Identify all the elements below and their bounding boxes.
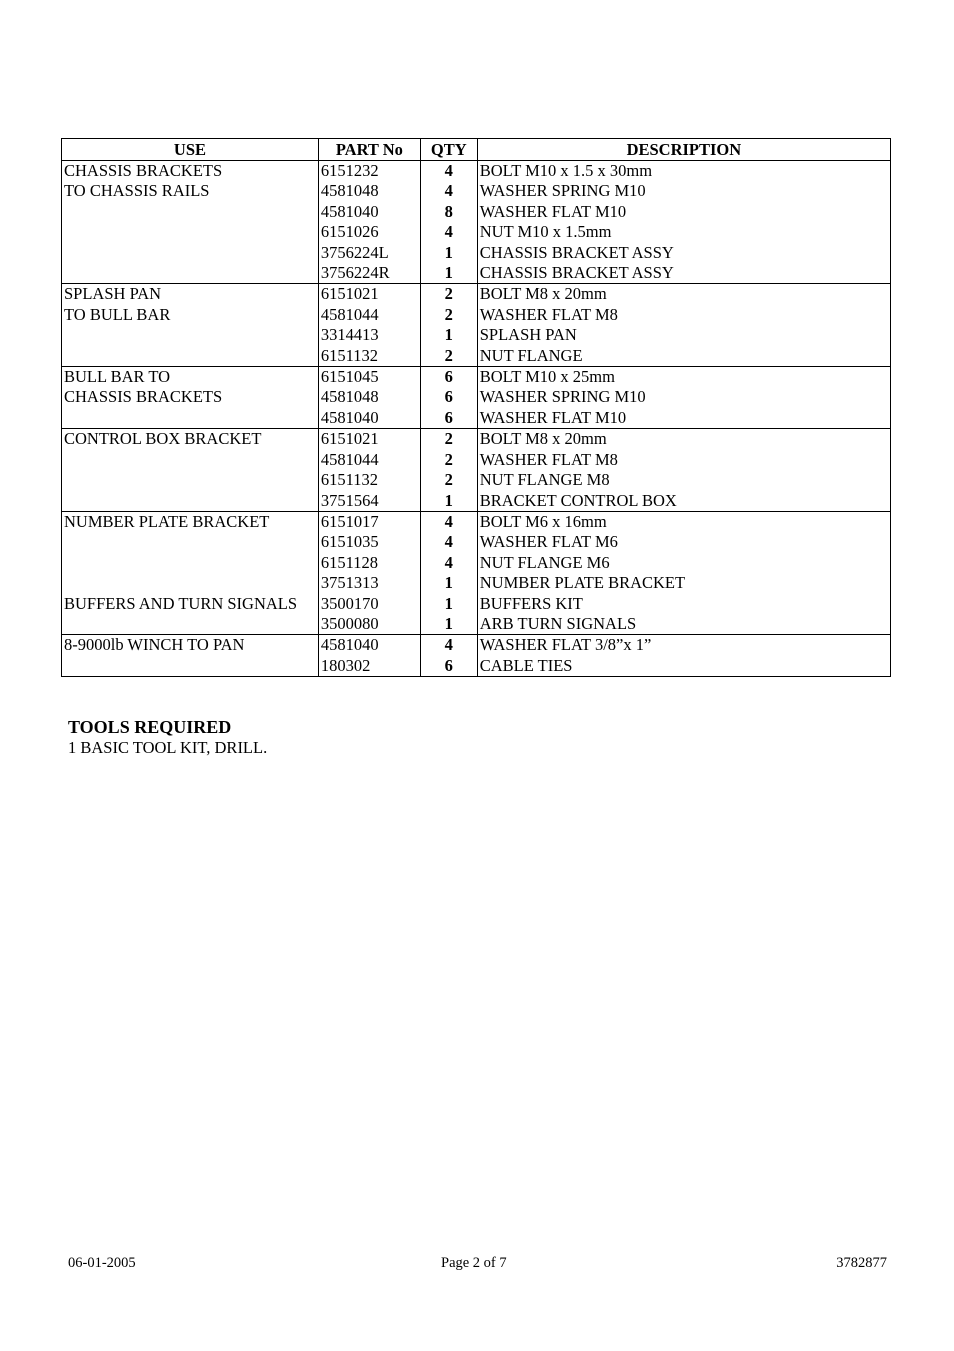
- cell-part-no: 4581048: [318, 181, 420, 201]
- cell-qty: 4: [420, 532, 477, 552]
- cell-description: WASHER FLAT 3/8”x 1”: [477, 635, 890, 656]
- cell-use: SPLASH PAN: [62, 284, 319, 305]
- cell-description: BOLT M10 x 25mm: [477, 367, 890, 388]
- cell-use: [62, 470, 319, 490]
- cell-description: BRACKET CONTROL BOX: [477, 491, 890, 512]
- cell-use: BUFFERS AND TURN SIGNALS: [62, 594, 319, 614]
- cell-part-no: 6151021: [318, 284, 420, 305]
- cell-part-no: 3500170: [318, 594, 420, 614]
- cell-part-no: 180302: [318, 656, 420, 677]
- cell-part-no: 4581040: [318, 202, 420, 222]
- header-qty: QTY: [420, 139, 477, 161]
- cell-qty: 1: [420, 594, 477, 614]
- cell-description: WASHER FLAT M10: [477, 202, 890, 222]
- table-row: [62, 325, 891, 345]
- table-row: [62, 573, 891, 593]
- cell-description: WASHER FLAT M6: [477, 532, 890, 552]
- table-row: [62, 408, 891, 429]
- footer-date: 06-01-2005: [68, 1255, 136, 1271]
- cell-part-no: 6151021: [318, 429, 420, 450]
- table-row: [62, 511, 891, 532]
- cell-use: [62, 614, 319, 635]
- cell-qty: 4: [420, 635, 477, 656]
- cell-qty: 4: [420, 222, 477, 242]
- cell-part-no: 6151128: [318, 553, 420, 573]
- cell-use: 8-9000lb WINCH TO PAN: [62, 635, 319, 656]
- cell-qty: 2: [420, 305, 477, 325]
- tools-title: TOOLS REQUIRED: [68, 717, 232, 737]
- cell-use: TO BULL BAR: [62, 305, 319, 325]
- cell-qty: 4: [420, 511, 477, 532]
- table-row: [62, 553, 891, 573]
- cell-use: NUMBER PLATE BRACKET: [62, 511, 319, 532]
- table-row: [62, 491, 891, 512]
- table-row: [62, 656, 891, 677]
- cell-part-no: 6151045: [318, 367, 420, 388]
- table-row: [62, 532, 891, 552]
- cell-qty: 2: [420, 284, 477, 305]
- cell-qty: 8: [420, 202, 477, 222]
- table-row: [62, 429, 891, 450]
- cell-use: [62, 346, 319, 367]
- cell-qty: 4: [420, 161, 477, 182]
- cell-qty: 1: [420, 325, 477, 345]
- table-row: [62, 243, 891, 263]
- cell-qty: 2: [420, 470, 477, 490]
- cell-description: NUT FLANGE M6: [477, 553, 890, 573]
- cell-qty: 2: [420, 429, 477, 450]
- cell-qty: 2: [420, 450, 477, 470]
- cell-use: [62, 491, 319, 512]
- cell-part-no: 3314413: [318, 325, 420, 345]
- cell-part-no: 4581044: [318, 305, 420, 325]
- cell-description: BOLT M8 x 20mm: [477, 284, 890, 305]
- cell-description: WASHER FLAT M8: [477, 305, 890, 325]
- cell-part-no: 3500080: [318, 614, 420, 635]
- cell-part-no: 6151017: [318, 511, 420, 532]
- cell-description: NUMBER PLATE BRACKET: [477, 573, 890, 593]
- footer-page-number: Page 2 of 7: [441, 1255, 507, 1271]
- cell-use: CHASSIS BRACKETS: [62, 387, 319, 407]
- cell-part-no: 3751564: [318, 491, 420, 512]
- tools-section: [68, 716, 267, 758]
- cell-part-no: 6151035: [318, 532, 420, 552]
- cell-use: BULL BAR TO: [62, 367, 319, 388]
- cell-use: [62, 656, 319, 677]
- cell-use: CHASSIS BRACKETS: [62, 161, 319, 182]
- table-row: [62, 614, 891, 635]
- cell-use: [62, 532, 319, 552]
- cell-qty: 1: [420, 614, 477, 635]
- cell-use: [62, 325, 319, 345]
- cell-description: BOLT M8 x 20mm: [477, 429, 890, 450]
- cell-use: [62, 243, 319, 263]
- header-use: USE: [62, 139, 319, 161]
- cell-use: [62, 263, 319, 284]
- cell-qty: 6: [420, 408, 477, 429]
- cell-qty: 1: [420, 573, 477, 593]
- cell-use: [62, 408, 319, 429]
- table-row: [62, 346, 891, 367]
- cell-qty: 1: [420, 243, 477, 263]
- cell-qty: 1: [420, 263, 477, 284]
- cell-use: [62, 202, 319, 222]
- cell-part-no: 6151232: [318, 161, 420, 182]
- parts-table-body: [62, 161, 891, 677]
- cell-description: NUT FLANGE: [477, 346, 890, 367]
- cell-use: [62, 222, 319, 242]
- table-row: [62, 202, 891, 222]
- cell-qty: 6: [420, 387, 477, 407]
- cell-qty: 4: [420, 181, 477, 201]
- table-row: [62, 594, 891, 614]
- cell-use: [62, 450, 319, 470]
- table-row: [62, 284, 891, 305]
- parts-table: [61, 138, 891, 677]
- header-part-no: PART No: [318, 139, 420, 161]
- cell-description: SPLASH PAN: [477, 325, 890, 345]
- cell-use: [62, 573, 319, 593]
- table-header-row: [62, 139, 891, 161]
- footer-doc-number: 3782877: [836, 1255, 887, 1271]
- cell-part-no: 4581048: [318, 387, 420, 407]
- cell-description: BOLT M10 x 1.5 x 30mm: [477, 161, 890, 182]
- table-row: [62, 263, 891, 284]
- cell-description: BOLT M6 x 16mm: [477, 511, 890, 532]
- table-row: [62, 161, 891, 182]
- cell-description: BUFFERS KIT: [477, 594, 890, 614]
- cell-qty: 1: [420, 491, 477, 512]
- table-row: [62, 222, 891, 242]
- cell-description: NUT M10 x 1.5mm: [477, 222, 890, 242]
- cell-description: CHASSIS BRACKET ASSY: [477, 263, 890, 284]
- cell-part-no: 6151026: [318, 222, 420, 242]
- tools-text: 1 BASIC TOOL KIT, DRILL.: [68, 738, 268, 757]
- cell-qty: 6: [420, 367, 477, 388]
- table-row: [62, 367, 891, 388]
- table-row: [62, 470, 891, 490]
- table-row: [62, 635, 891, 656]
- cell-part-no: 4581040: [318, 635, 420, 656]
- cell-part-no: 4581044: [318, 450, 420, 470]
- table-row: [62, 305, 891, 325]
- cell-description: WASHER SPRING M10: [477, 387, 890, 407]
- cell-description: WASHER FLAT M10: [477, 408, 890, 429]
- cell-description: NUT FLANGE M8: [477, 470, 890, 490]
- table-row: [62, 181, 891, 201]
- cell-use: TO CHASSIS RAILS: [62, 181, 319, 201]
- cell-part-no: 6151132: [318, 470, 420, 490]
- cell-part-no: 6151132: [318, 346, 420, 367]
- cell-part-no: 3756224L: [318, 243, 420, 263]
- cell-description: ARB TURN SIGNALS: [477, 614, 890, 635]
- table-row: [62, 387, 891, 407]
- cell-part-no: 3751313: [318, 573, 420, 593]
- table-row: [62, 450, 891, 470]
- cell-part-no: 3756224R: [318, 263, 420, 284]
- cell-qty: 2: [420, 346, 477, 367]
- cell-part-no: 4581040: [318, 408, 420, 429]
- cell-use: CONTROL BOX BRACKET: [62, 429, 319, 450]
- cell-qty: 4: [420, 553, 477, 573]
- cell-description: CHASSIS BRACKET ASSY: [477, 243, 890, 263]
- cell-description: WASHER FLAT M8: [477, 450, 890, 470]
- cell-qty: 6: [420, 656, 477, 677]
- header-description: DESCRIPTION: [477, 139, 890, 161]
- cell-description: WASHER SPRING M10: [477, 181, 890, 201]
- cell-use: [62, 553, 319, 573]
- cell-description: CABLE TIES: [477, 656, 890, 677]
